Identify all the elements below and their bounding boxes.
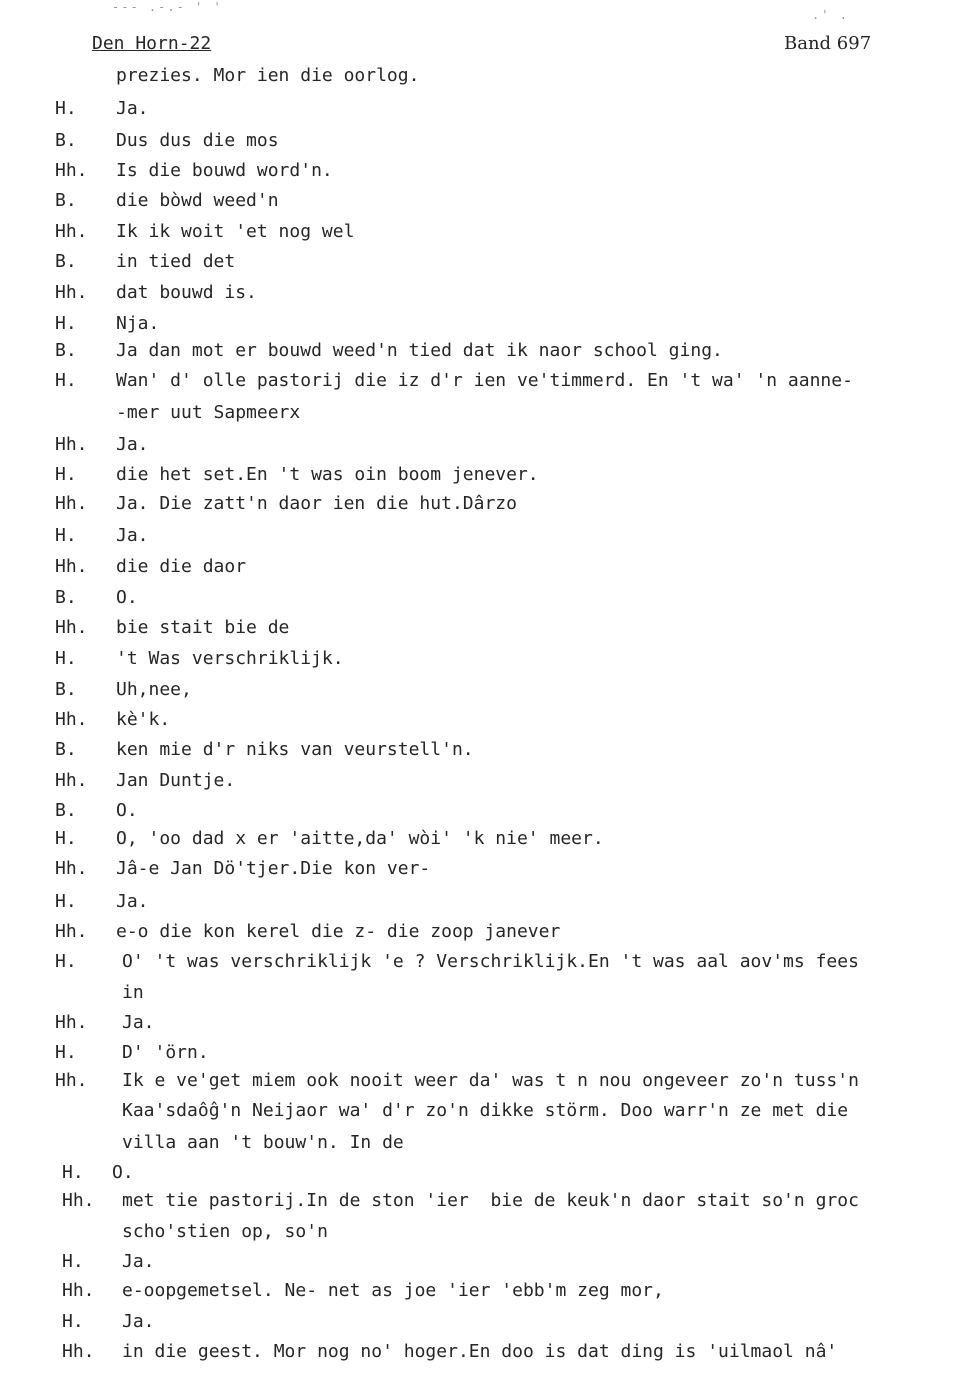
speaker-label: H. (55, 98, 77, 119)
transcript-line (0, 1275, 973, 1307)
utterance-text: Ja. (122, 1012, 155, 1033)
utterance-text: O' 't was verschriklijk 'e ? Verschriklijk.En 't was aal aov'ms fees (122, 951, 859, 972)
utterance-text: Ja. (122, 1251, 155, 1272)
transcript-line (0, 60, 973, 92)
speaker-label: H. (55, 1042, 77, 1063)
transcript-line (0, 335, 973, 367)
transcript-line (0, 704, 973, 736)
utterance-text: Ik e ve'get miem ook nooit weer da' was t n nou ongeveer zo'n tuss'n (122, 1070, 859, 1091)
utterance-text: Is die bouwd word'n. (116, 160, 333, 181)
speaker-label: Hh. (62, 1190, 95, 1211)
speaker-label: Hh. (55, 221, 88, 242)
speaker-label: Hh. (55, 556, 88, 577)
utterance-text: scho'stien op, so'n (122, 1221, 328, 1242)
transcript-line (0, 734, 973, 766)
transcript-line (0, 1007, 973, 1039)
speaker-label: B. (55, 800, 77, 821)
speaker-label: Hh. (55, 770, 88, 791)
transcript-line (0, 365, 973, 397)
speaker-label: B. (55, 679, 77, 700)
utterance-text: ken mie d'r niks van veurstell'n. (116, 739, 474, 760)
transcript-line (0, 1246, 973, 1278)
utterance-text: Ja. (116, 98, 149, 119)
utterance-text: in die geest. Mor nog no' hoger.En doo is dat ding is 'uilmaol nâ' (122, 1341, 838, 1362)
transcript-line (0, 488, 973, 520)
transcript-line (0, 1185, 973, 1217)
speaker-label: H. (55, 891, 77, 912)
speaker-label: H. (55, 313, 77, 334)
utterance-text: Kaa'sdaôĝ'n Neijaor wa' d'r zo'n dikke störm. Doo warr'n ze met die (122, 1100, 849, 1121)
transcript-line (0, 551, 973, 583)
transcript-line (0, 643, 973, 675)
speaker-label: Hh. (55, 921, 88, 942)
speaker-label: H. (62, 1251, 84, 1272)
transcript-line (0, 1095, 973, 1127)
speaker-label: H. (55, 464, 77, 485)
transcript-line (0, 277, 973, 309)
speaker-label: B. (55, 251, 77, 272)
utterance-text: villa aan 't bouw'n. In de (122, 1132, 404, 1153)
speaker-label: H. (55, 828, 77, 849)
speaker-label: Hh. (55, 493, 88, 514)
utterance-text: 't Was verschriklijk. (116, 648, 344, 669)
utterance-text: Ja. (116, 434, 149, 455)
header-document-id: Den Horn-22 (92, 33, 212, 54)
utterance-text: Jan Duntje. (116, 770, 236, 791)
transcript-line (0, 765, 973, 797)
utterance-text: Uh,nee, (116, 679, 192, 700)
speaker-label: B. (55, 739, 77, 760)
utterance-text: Ja. (116, 525, 149, 546)
utterance-text: D' 'örn. (122, 1042, 209, 1063)
utterance-text: Jâ-e Jan Dö'tjer.Die kon ver- (116, 858, 431, 879)
utterance-text: prezies. Mor ien die oorlog. (116, 65, 420, 86)
utterance-text: Ja. (116, 891, 149, 912)
speaker-label: Hh. (62, 1341, 95, 1362)
utterance-text: Ja. Die zatt'n daor ien die hut.Dârzo (116, 493, 517, 514)
transcript-line (0, 1306, 973, 1338)
utterance-text: in (122, 982, 144, 1003)
transcript-line (0, 674, 973, 706)
speaker-label: H. (55, 525, 77, 546)
speaker-label: B. (55, 130, 77, 151)
scan-speck: .' . (812, 8, 849, 22)
speaker-label: Hh. (55, 1070, 88, 1091)
utterance-text: in tied det (116, 251, 236, 272)
speaker-label: B. (55, 587, 77, 608)
speaker-label: Hh. (55, 434, 88, 455)
speaker-label: Hh. (55, 282, 88, 303)
utterance-text: O. (116, 587, 138, 608)
transcript-line (0, 1127, 973, 1159)
transcript-line (0, 582, 973, 614)
speaker-label: Hh. (55, 858, 88, 879)
utterance-text: met tie pastorij.In de ston 'ier bie de keuk'n daor stait so'n groc (122, 1190, 859, 1211)
speaker-label: H. (55, 370, 77, 391)
transcript-line (0, 946, 973, 978)
utterance-text: Ja dan mot er bouwd weed'n tied dat ik naor school ging. (116, 340, 723, 361)
utterance-text: e-oopgemetsel. Ne- net as joe 'ier 'ebb'm zeg mor, (122, 1280, 664, 1301)
utterance-text: e-o die kon kerel die z- die zoop janever (116, 921, 561, 942)
utterance-text: -mer uut Sapmeerx (116, 402, 301, 423)
transcript-line (0, 1336, 973, 1368)
transcript-line (0, 916, 973, 948)
header-band-number: Band 697 (784, 33, 872, 54)
utterance-text: Ik ik woit 'et nog wel (116, 221, 355, 242)
speaker-label: H. (62, 1162, 84, 1183)
speaker-label: Hh. (55, 709, 88, 730)
transcript-line (0, 429, 973, 461)
transcript-line (0, 1065, 973, 1097)
transcript-line (0, 185, 973, 217)
transcript-line (0, 823, 973, 855)
speaker-label: H. (62, 1311, 84, 1332)
transcript-line (0, 155, 973, 187)
transcript-line (0, 93, 973, 125)
transcript-line (0, 977, 973, 1009)
speaker-label: Hh. (62, 1280, 95, 1301)
transcript-line (0, 125, 973, 157)
speaker-label: H. (55, 951, 77, 972)
speaker-label: B. (55, 190, 77, 211)
transcript-line (0, 886, 973, 918)
utterance-text: Dus dus die mos (116, 130, 279, 151)
utterance-text: die bòwd weed'n (116, 190, 279, 211)
speaker-label: Hh. (55, 160, 88, 181)
transcript-line (0, 397, 973, 429)
utterance-text: O. (116, 800, 138, 821)
transcript-line (0, 612, 973, 644)
utterance-text: die die daor (116, 556, 247, 577)
speaker-label: Hh. (55, 617, 88, 638)
transcript-line (0, 246, 973, 278)
transcript-line (0, 520, 973, 552)
utterance-text: Nja. (116, 313, 160, 334)
utterance-text: Ja. (122, 1311, 155, 1332)
utterance-text: dat bouwd is. (116, 282, 257, 303)
speaker-label: Hh. (55, 1012, 88, 1033)
utterance-text: Wan' d' olle pastorij die iz d'r ien ve'timmerd. En 't wa' 'n aanne- (116, 370, 853, 391)
speaker-label: B. (55, 340, 77, 361)
utterance-text: bie stait bie de (116, 617, 290, 638)
utterance-text: O. (112, 1162, 134, 1183)
transcript-line (0, 459, 973, 491)
transcript-line (0, 853, 973, 885)
transcript-line (0, 216, 973, 248)
scan-speck: --- .-.- ' ' (112, 0, 223, 14)
transcript-line (0, 1216, 973, 1248)
utterance-text: kè'k. (116, 709, 171, 730)
speaker-label: H. (55, 648, 77, 669)
utterance-text: O, 'oo dad x er 'aitte,da' wòi' 'k nie' meer. (116, 828, 604, 849)
utterance-text: die het set.En 't was oin boom jenever. (116, 464, 539, 485)
